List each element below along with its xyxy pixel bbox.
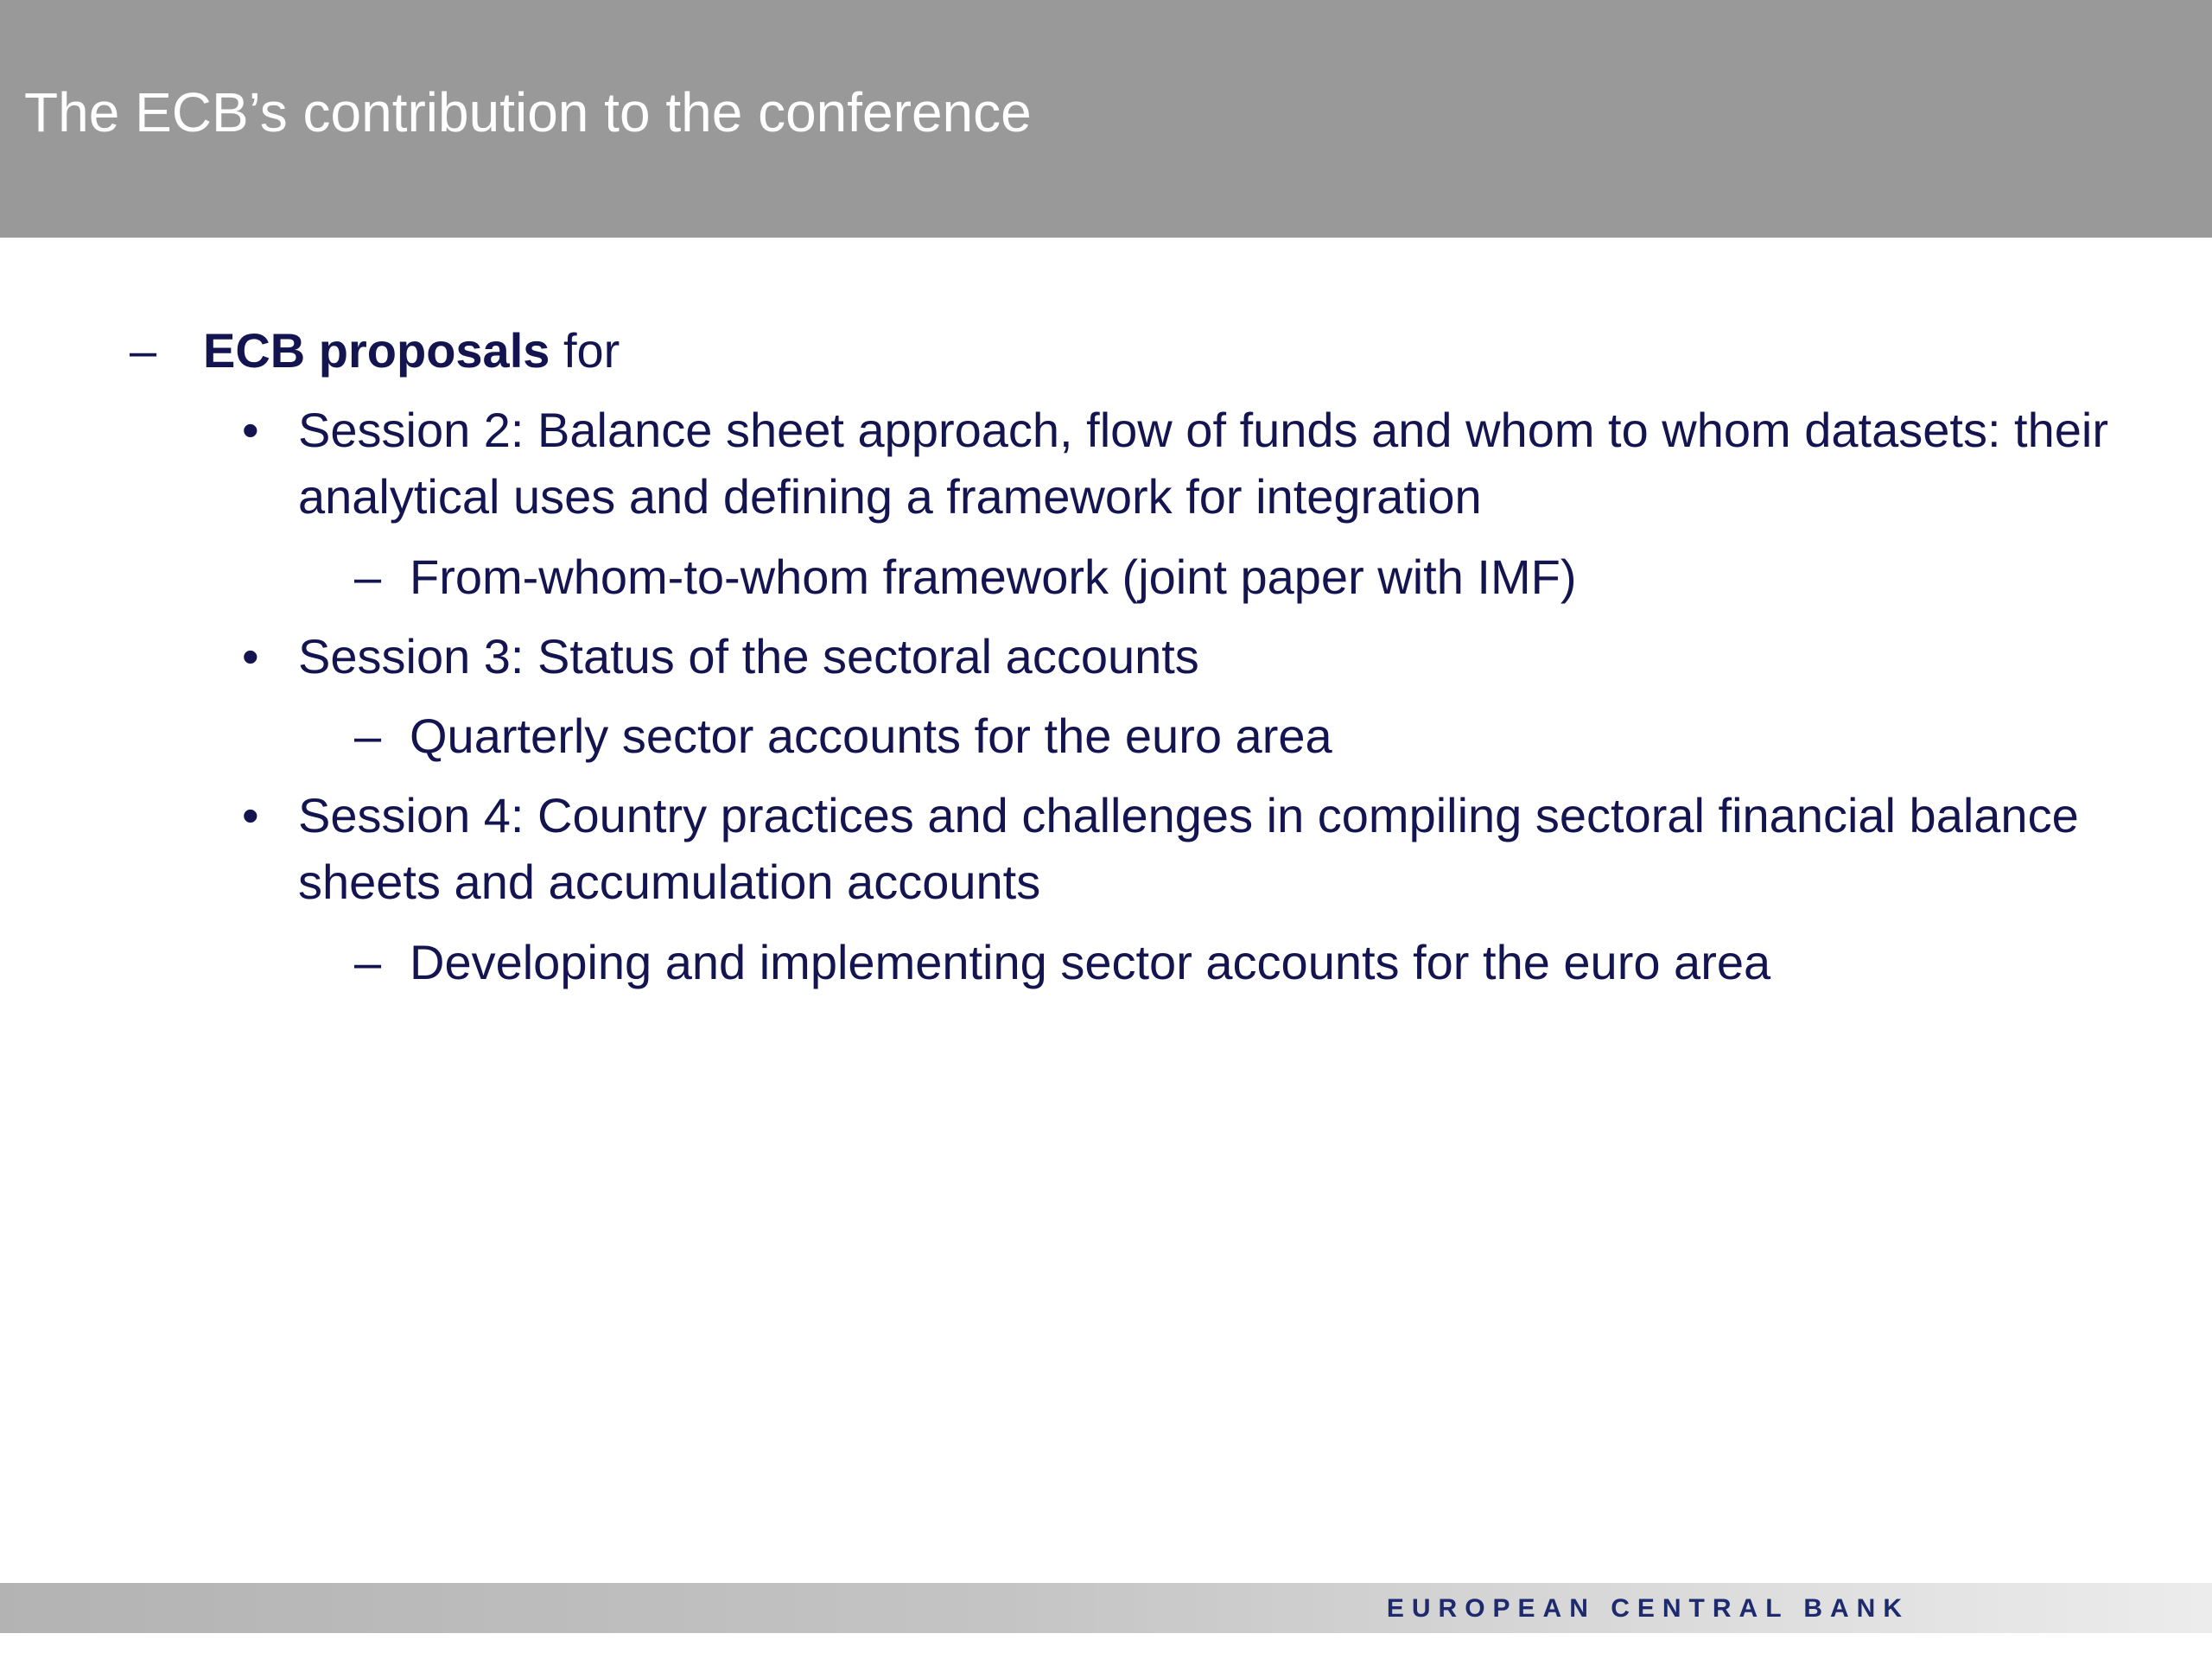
slide-title: The ECB’s contribution to the conference bbox=[24, 81, 1032, 143]
intro-bold-text: ECB proposals bbox=[203, 323, 550, 378]
bullet-marker: • bbox=[242, 403, 259, 457]
dash-marker: – bbox=[130, 323, 157, 378]
bullet-marker: • bbox=[242, 788, 259, 842]
intro-line bbox=[203, 318, 620, 384]
footer-brand-logo: EUROPEAN CENTRAL BANK bbox=[1386, 1594, 1910, 1623]
dash-marker: – bbox=[354, 709, 382, 763]
dash-marker: – bbox=[354, 935, 382, 989]
title-bar bbox=[0, 0, 2212, 238]
session-2-line-1: Session 2: Balance sheet approach, flow of funds and whom to whom datasets: their bbox=[298, 403, 2108, 457]
session-4-line-2: sheets and accumulation accounts bbox=[298, 855, 1041, 909]
intro-rest-text: for bbox=[563, 323, 620, 378]
session-2-sub-item: From-whom-to-whom framework (joint paper with IMF) bbox=[410, 550, 1577, 604]
dash-marker: – bbox=[354, 550, 382, 604]
session-4-sub-item: Developing and implementing sector accounts for the euro area bbox=[410, 935, 1771, 989]
session-2-line-2: analytical uses and defining a framework for integration bbox=[298, 469, 1482, 524]
bullet-marker: • bbox=[242, 629, 259, 683]
session-3-sub-item: Quarterly sector accounts for the euro area bbox=[410, 709, 1332, 763]
session-3-line-1: Session 3: Status of the sectoral accounts bbox=[298, 629, 1199, 683]
session-4-line-1: Session 4: Country practices and challenges in compiling sectoral financial balance bbox=[298, 788, 2079, 842]
